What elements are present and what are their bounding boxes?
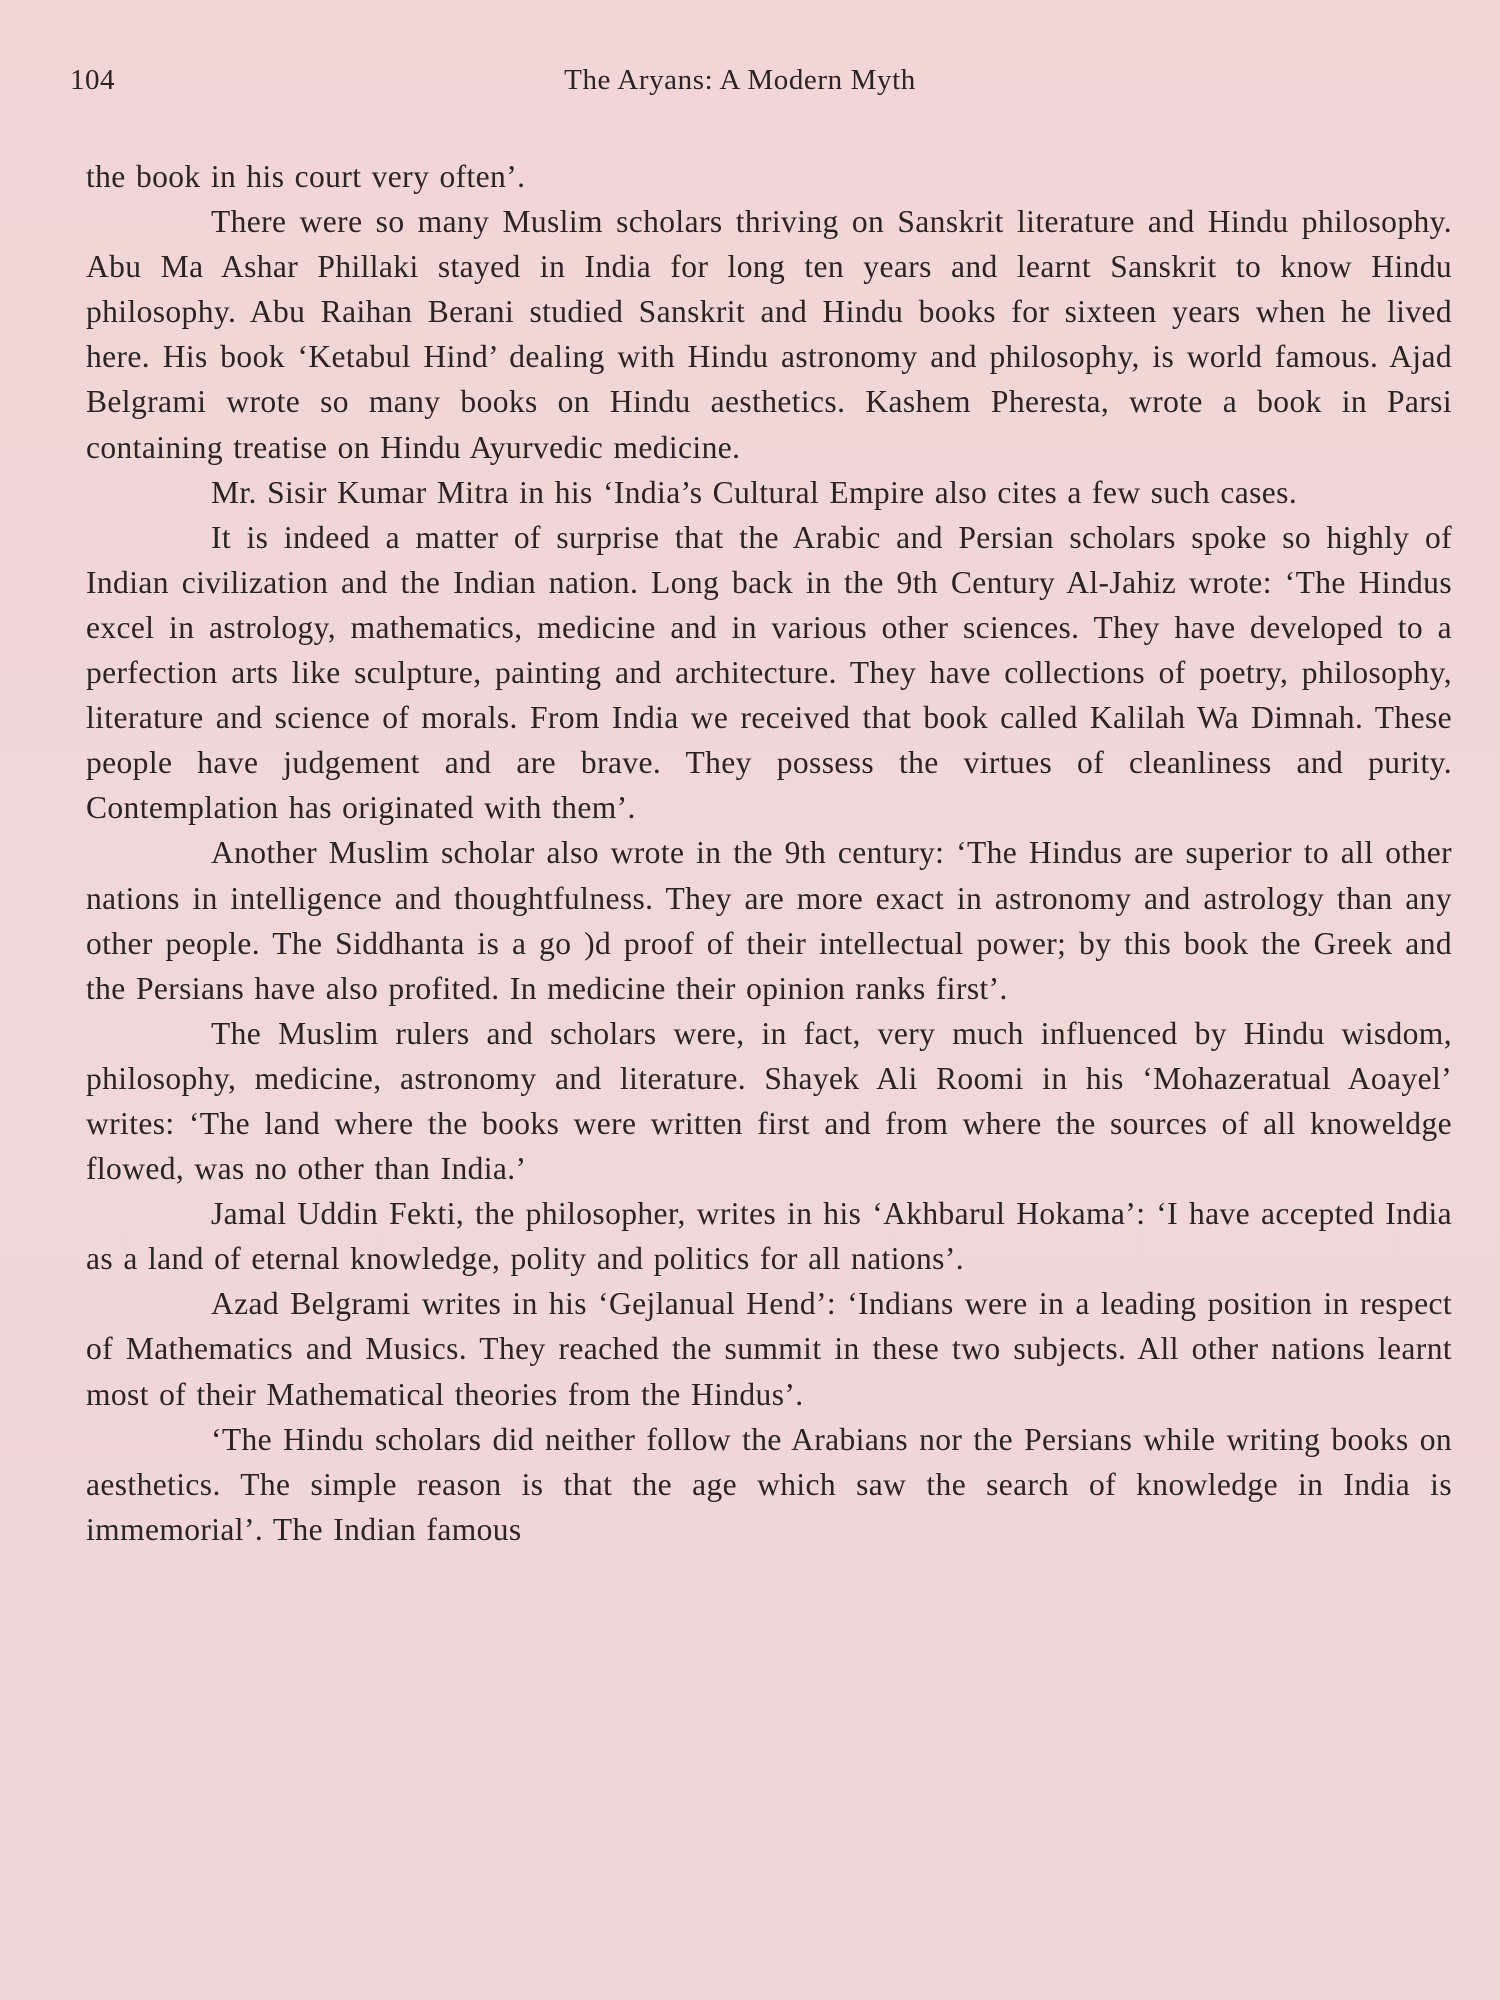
paragraph-hindu-scholars: ‘The Hindu scholars did neither follow the Arabians nor the Persians while writing books on aesthetics. The simple reason is that the age which saw the search of knowledge in India is immemorial’. The Indian famous xyxy=(86,1421,1452,1547)
paragraph-muslim-rulers: The Muslim rulers and scholars were, in fact, very much influenced by Hindu wisdom, philosophy, medicine, astronomy and literature. Shayek Ali Roomi in his ‘Mohazeratual Aoayel’ writes: ‘The land where the books were written first and from where the sources of all knoweldge flowed, was no other than India.’ xyxy=(86,1015,1452,1187)
running-title: The Aryans: A Modern Myth xyxy=(564,64,916,96)
paragraph-azad-belgrami: Azad Belgrami writes in his ‘Gejlanual Hend’: ‘Indians were in a leading position in respect of Mathematics and Musics. They reached the summit in these two subjects. All other nations learnt most of their Mathematical theories from the Hindus’. xyxy=(86,1286,1452,1412)
paragraph-al-jahiz: It is indeed a matter of surprise that the Arabic and Persian scholars spoke so highly of Indian civilization and the Indian nation. Long back in the 9th Century Al-Jahiz wrote: ‘The Hindus excel in astrology, mathematics, medicine and in various other sciences. They have developed to a perfection arts like sculpture, painting and architecture. They have collections of poetry, philosophy, literature and science of morals. From India we received that book called Kalilah Wa Dimnah. These people have judgement and are brave. They possess the virtues of cleanliness and purity. Contemplation has originated with them’. xyxy=(86,519,1452,826)
page-header xyxy=(70,64,1450,104)
paragraph-continuation: the book in his court very often’. xyxy=(86,159,526,194)
paragraph-muslim-scholars: There were so many Muslim scholars thriving on Sanskrit literature and Hindu philosophy. Abu Ma Ashar Phillaki stayed in India for long ten years and learnt Sanskrit to know Hindu philosophy. Abu Raihan Berani studied Sanskrit and Hindu books for sixteen years when he lived here. His book ‘Ketabul Hind’ dealing with Hindu astronomy and philosophy, is world famous. Ajad Belgrami wrote so many books on Hindu aesthetics. Kashem Pheresta, wrote a book in Parsi containing treatise on Hindu Ayurvedic medicine. xyxy=(86,204,1452,465)
paragraph-mitra: Mr. Sisir Kumar Mitra in his ‘India’s Cultural Empire also cites a few such cases. xyxy=(211,474,1298,510)
paragraph-jamal-uddin: Jamal Uddin Fekti, the philosopher, writes in his ‘Akhbarul Hokama’: ‘I have accepted India as a land of eternal knowledge, polity and politics for all nations’. xyxy=(86,1196,1452,1277)
paragraph-another-scholar: Another Muslim scholar also wrote in the 9th century: ‘The Hindus are superior to all other nations in intelligence and thoughtfulness. They are more exact in astronomy and astrology than any other people. The Siddhanta is a go )d proof of their intellectual power; by this book the Greek and the Persians have also profited. In medicine their opinion ranks first’. xyxy=(86,835,1452,1006)
page-number: 104 xyxy=(70,64,115,96)
page-body xyxy=(86,154,1452,1552)
